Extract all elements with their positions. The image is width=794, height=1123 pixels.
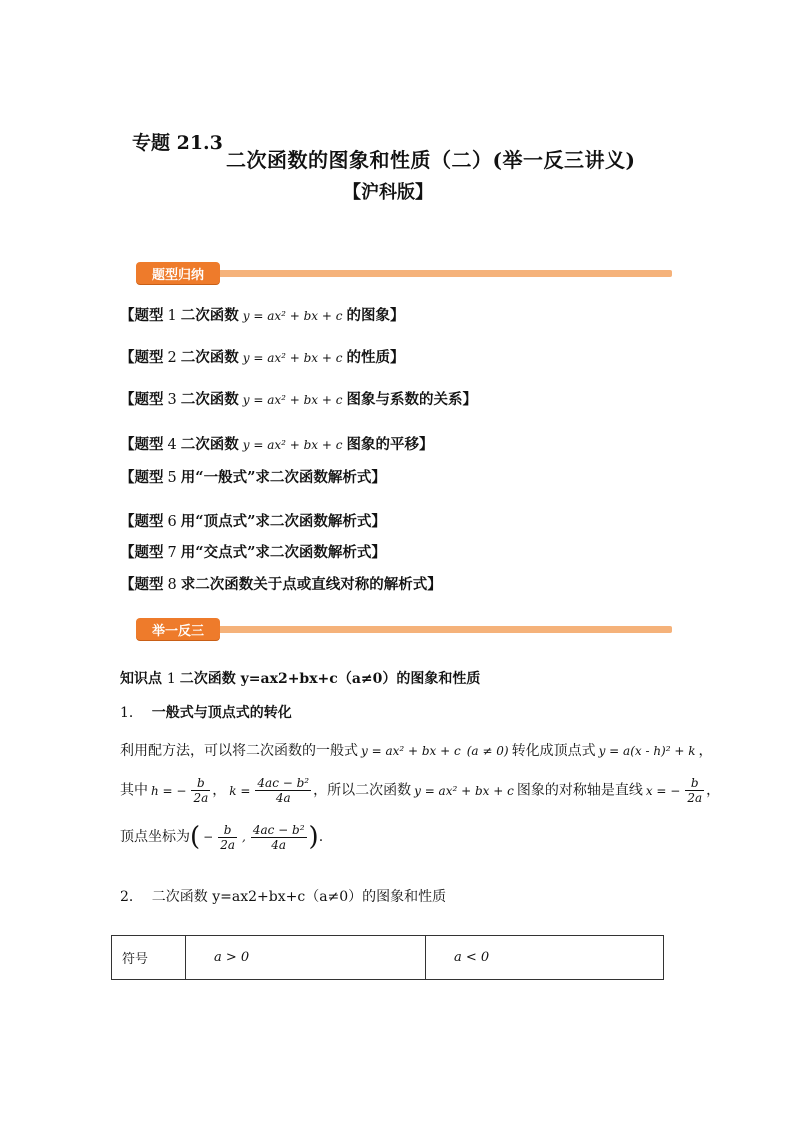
title-prefix: 专题 21.3	[132, 132, 223, 154]
h-fraction: $\frac{b}{2a}$	[193, 776, 209, 805]
toc-item-7[interactable]: 【题型 7 用“交点式”求二次函数解析式】	[120, 544, 386, 561]
general-form-formula: y = ax² + bx + c	[361, 744, 461, 758]
vertex-form-formula: y = a(x - h)² + k	[598, 744, 696, 758]
section-divider	[162, 270, 672, 277]
section-divider	[162, 626, 672, 633]
toc-item-6[interactable]: 【题型 6 用“顶点式”求二次函数解析式】	[120, 513, 386, 530]
properties-table	[111, 935, 664, 980]
k-fraction: $\frac{\text{4ac − b²}}{4a}$	[257, 776, 310, 805]
section-tag-practice: 举一反三	[136, 618, 220, 640]
section-tag-types: 题型归纳	[136, 262, 220, 284]
page-subtitle: 【沪科版】	[343, 182, 433, 203]
toc-item-4[interactable]: 【题型 4 二次函数 y = ax² + bx + c 图象的平移】	[120, 436, 434, 453]
table-row	[112, 936, 664, 980]
point-2-heading: 2． 二次函数 y=ax2+bx+c（a≠0）的图象和性质	[120, 889, 447, 905]
vertex-y-fraction: $\frac{\text{4ac − b²}}{4a}$	[252, 822, 305, 852]
page-title: 二次函数的图象和性质（二）(举一反三讲义)	[226, 148, 636, 172]
paragraph-line-2: 其中 h = − $\frac{b}{2a}$ ， k = $\frac{\text{4ac − b²}}{4a}$ ，所以二次函数 y = ax² + bx + c 图象的对称轴是直线 x = − $\frac{b}{2a}$ ，	[120, 776, 721, 805]
section-bar-practice	[122, 618, 672, 644]
paragraph-line-3: 顶点坐标为( − $\frac{b}{2a}$ , $\frac{\text{4ac − b²}}{4a}$ ).	[120, 822, 324, 852]
point-1-heading: 1． 一般式与顶点式的转化	[120, 705, 292, 721]
section-bar-types	[122, 262, 672, 288]
paragraph-line-1: 利用配方法，可以将二次函数的一般式 y = ax² + bx + c (a ≠ 0) 转化成顶点式 y = a(x - h)² + k ，	[120, 743, 713, 759]
toc-item-3[interactable]: 【题型 3 二次函数 y = ax² + bx + c 图象与系数的关系】	[120, 391, 477, 408]
table-cell-symbol: 符号	[112, 936, 186, 980]
vertex-x-fraction: $\frac{b}{2a}$	[220, 822, 236, 852]
toc-item-5[interactable]: 【题型 5 用“一般式”求二次函数解析式】	[120, 469, 386, 486]
toc-item-2[interactable]: 【题型 2 二次函数 y = ax² + bx + c 的性质】	[120, 349, 405, 366]
knowledge-point-heading: 知识点 1 二次函数 y=ax2+bx+c（a≠0）的图象和性质	[120, 671, 481, 687]
table-cell-a-negative: a < 0	[426, 936, 664, 980]
axis-fraction: $\frac{b}{2a}$	[687, 776, 703, 805]
toc-item-8[interactable]: 【题型 8 求二次函数关于点或直线对称的解析式】	[120, 576, 442, 593]
table-cell-a-positive: a > 0	[186, 936, 426, 980]
toc-item-1[interactable]: 【题型 1 二次函数 y = ax² + bx + c 的图象】	[120, 307, 405, 324]
